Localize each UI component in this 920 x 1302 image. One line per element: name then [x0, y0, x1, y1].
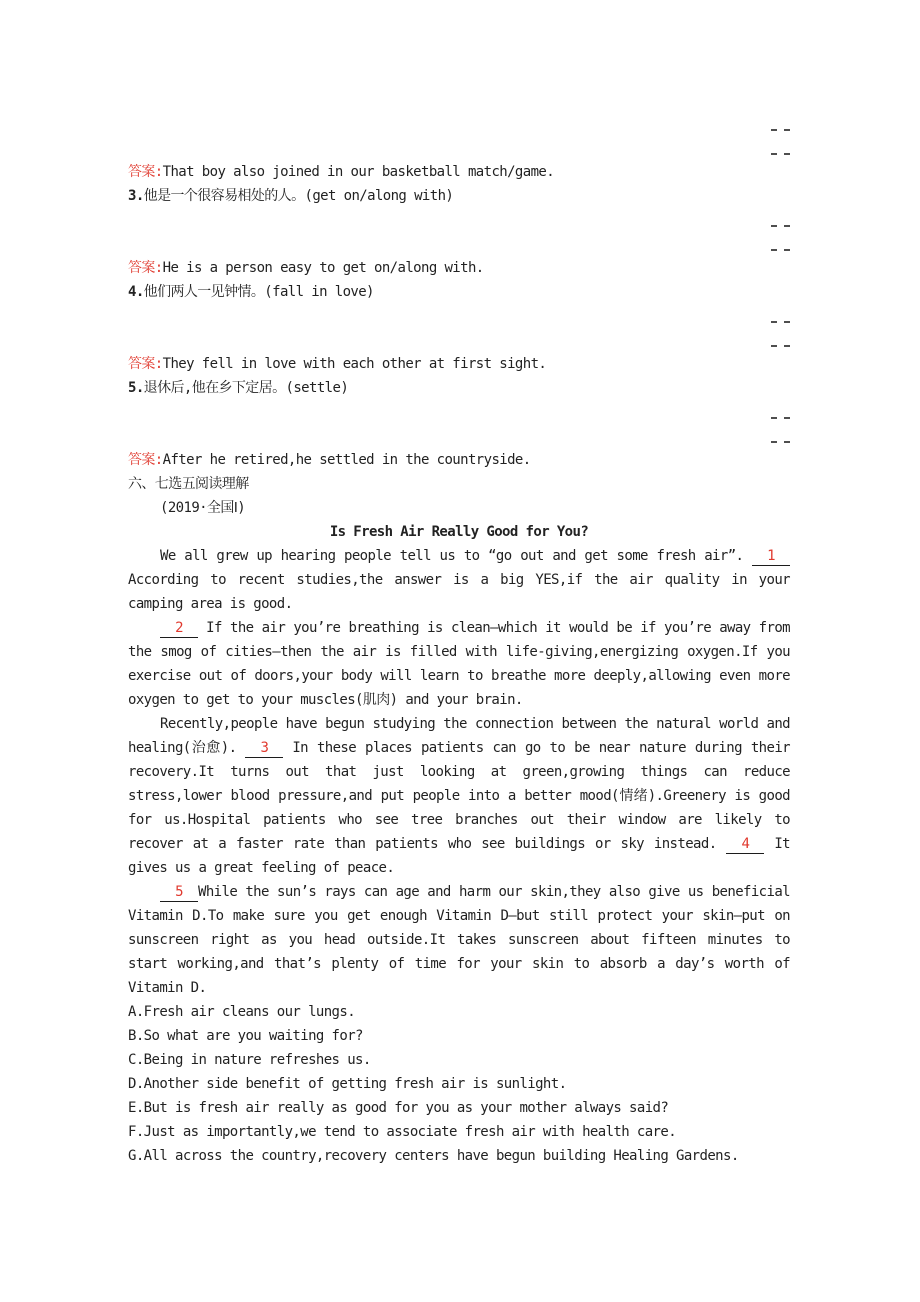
cloze-blank-number: 2	[175, 620, 183, 636]
paragraph-text: In these places patients can go to be near nature during their recovery.It turns out that just looking at green,growing things can reduce stress,lower blood pressure,and put people into a better mood(情绪).Greenery is good for us.Hospital patients who see tree branches out their window are likely to recover at a faster rate than patients who see buildings or sky instead.	[128, 740, 790, 852]
option-text: But is fresh air really as good for you as your mother always said?	[143, 1100, 669, 1116]
question-number: 3.	[128, 188, 144, 204]
option-row-f	[128, 1120, 790, 1144]
paragraph-text: If the air you’re breathing is clean—which it would be if you’re away from the smog of cities—then the air is filled with life-giving,energizing oxygen.If you exercise out of doors,your body will learn to breathe more deeply,allowing even more oxygen to get to your muscles(肌肉) and your brain.	[128, 620, 790, 708]
option-label: E.	[128, 1100, 144, 1116]
option-row-b	[128, 1024, 790, 1048]
question-text: 他是一个很容易相处的人。	[143, 188, 305, 204]
option-text: Just as importantly,we tend to associate fresh air with health care.	[143, 1124, 677, 1140]
cloze-blank-number: 1	[767, 548, 775, 564]
option-row-a	[128, 1000, 790, 1024]
handwriting-blank-line	[128, 400, 790, 424]
paragraph-text: According to recent studies,the answer is a big YES,if the air quality in your camping area is good.	[128, 572, 790, 612]
passage-title: Is Fresh Air Really Good for You?	[329, 524, 589, 540]
cloze-blank-3	[245, 740, 283, 758]
option-text: So what are you waiting for?	[143, 1028, 363, 1044]
answer-line-q4	[128, 352, 790, 376]
option-label: A.	[128, 1004, 144, 1020]
answer-text: After he retired,he settled in the countryside.	[162, 452, 531, 468]
handwriting-blank-line	[128, 328, 790, 352]
paragraph-text: We all grew up hearing people tell us to “go out and get some fresh air”.	[160, 548, 752, 564]
cloze-blank-2	[160, 620, 198, 638]
option-label: B.	[128, 1028, 144, 1044]
worksheet-content	[128, 112, 790, 1168]
question-hint: (get on/along with)	[304, 188, 454, 204]
passage-paragraph-4	[128, 880, 790, 1000]
answer-line-q3	[128, 256, 790, 280]
cloze-blank-number: 3	[260, 740, 269, 756]
cloze-blank-5	[160, 884, 198, 902]
option-label: G.	[128, 1148, 144, 1164]
answer-line-q5	[128, 448, 790, 472]
question-line-5	[128, 376, 790, 400]
option-text: All across the country,recovery centers have begun building Healing Gardens.	[143, 1148, 739, 1164]
blank-line-end-dash	[771, 321, 790, 323]
cloze-blank-1	[752, 548, 790, 566]
question-hint: (fall in love)	[264, 284, 374, 300]
option-row-g	[128, 1144, 790, 1168]
question-line-3	[128, 184, 790, 208]
blank-line-end-dash	[771, 417, 790, 419]
answer-label: 答案:	[128, 452, 163, 468]
passage-paragraph-1	[128, 544, 790, 616]
blank-line-end-dash	[771, 129, 790, 131]
blank-line-end-dash	[771, 153, 790, 155]
question-hint: (settle)	[285, 380, 349, 396]
option-text: Being in nature refreshes us.	[143, 1052, 371, 1068]
option-row-c	[128, 1048, 790, 1072]
exam-source: (2019·全国Ⅰ)	[160, 500, 246, 516]
handwriting-blank-line	[128, 208, 790, 232]
option-text: Another side benefit of getting fresh air is sunlight.	[143, 1076, 567, 1092]
answer-text: That boy also joined in our basketball match/game.	[162, 164, 555, 180]
blank-line-end-dash	[771, 225, 790, 227]
question-number: 4.	[128, 284, 144, 300]
question-line-4	[128, 280, 790, 304]
section-heading: 六、七选五阅读理解	[128, 476, 249, 492]
handwriting-blank-line	[128, 112, 790, 136]
question-text: 他们两人一见钟情。	[143, 284, 265, 300]
handwriting-blank-line	[128, 136, 790, 160]
option-row-d	[128, 1072, 790, 1096]
blank-line-end-dash	[771, 441, 790, 443]
option-label: D.	[128, 1076, 144, 1092]
passage-paragraph-3	[128, 712, 790, 880]
cloze-blank-number: 4	[741, 836, 750, 852]
answer-label: 答案:	[128, 260, 163, 276]
paragraph-text: It gives us a great feeling of peace.	[128, 836, 790, 876]
option-text: Fresh air cleans our lungs.	[143, 1004, 356, 1020]
handwriting-blank-line	[128, 304, 790, 328]
answer-line-q2	[128, 160, 790, 184]
answer-text: He is a person easy to get on/along with.	[162, 260, 484, 276]
blank-line-end-dash	[771, 345, 790, 347]
cloze-blank-number: 5	[175, 884, 183, 900]
option-label: C.	[128, 1052, 144, 1068]
answer-text: They fell in love with each other at first sight.	[162, 356, 547, 372]
handwriting-blank-line	[128, 232, 790, 256]
passage-paragraph-2	[128, 616, 790, 712]
question-number: 5.	[128, 380, 144, 396]
handwriting-blank-line	[128, 424, 790, 448]
question-text: 退休后,他在乡下定居。	[143, 380, 286, 396]
answer-label: 答案:	[128, 164, 163, 180]
answer-label: 答案:	[128, 356, 163, 372]
paragraph-text: Recently,people have begun studying the connection between the natural world and healing(治愈).	[128, 716, 790, 756]
blank-line-end-dash	[771, 249, 790, 251]
cloze-blank-4	[726, 836, 764, 854]
paragraph-text: While the sun’s rays can age and harm our skin,they also give us beneficial Vitamin D.To make sure you get enough Vitamin D—but still protect your skin—put on sunscreen right as you head outside.It takes sunscreen about fifteen minutes to start working,and that’s plenty of time for your skin to absorb a day’s worth of Vitamin D.	[128, 884, 790, 996]
option-row-e	[128, 1096, 790, 1120]
option-label: F.	[128, 1124, 144, 1140]
